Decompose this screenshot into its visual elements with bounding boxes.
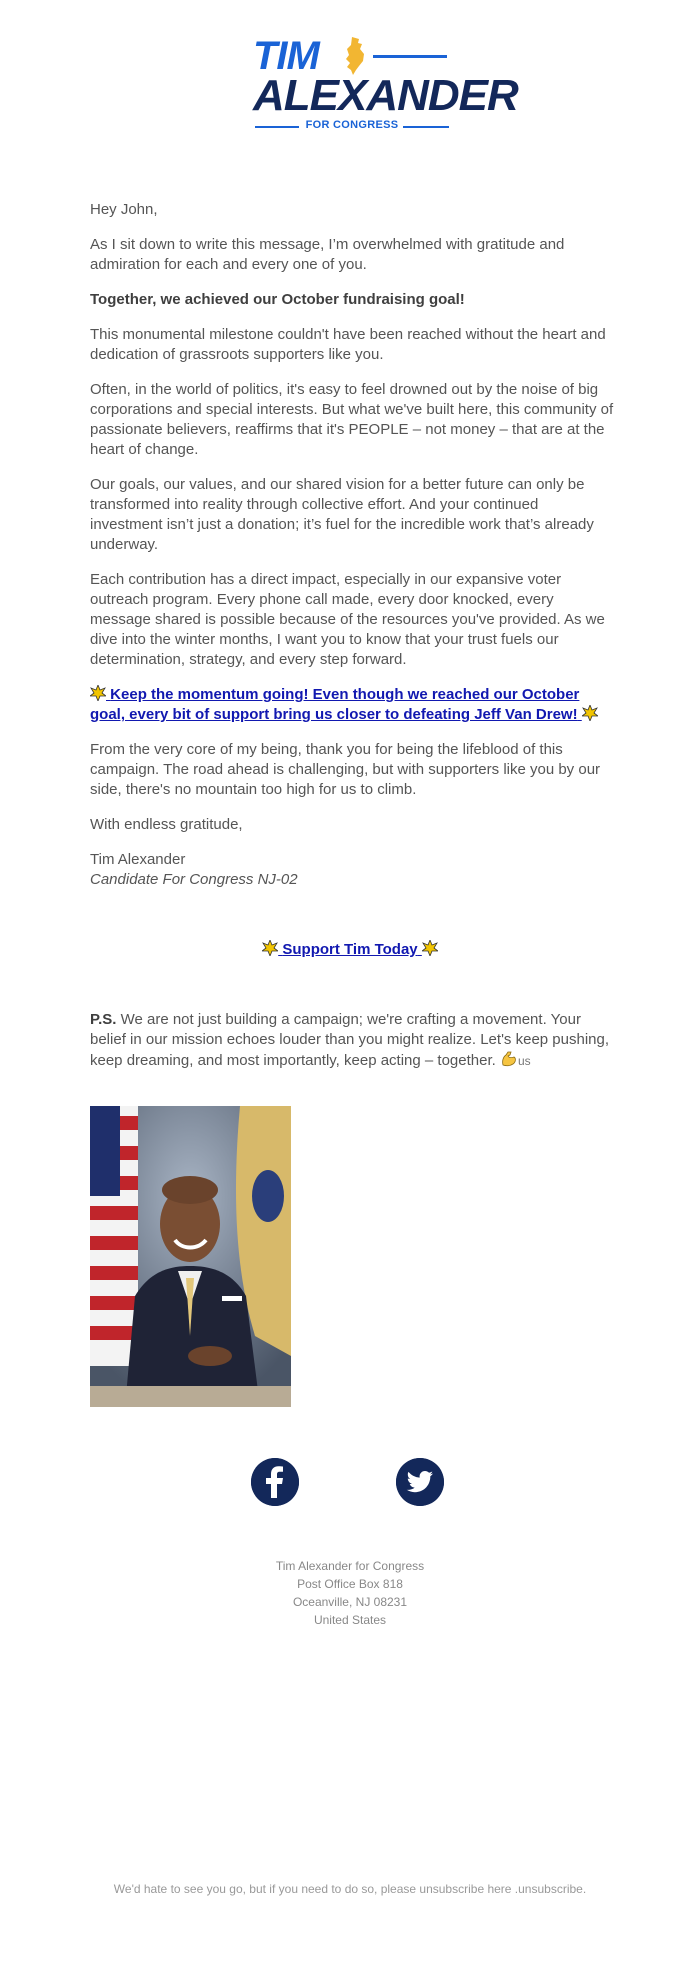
logo-first-name: TIM [253,34,319,78]
signature-name: Tim Alexander [90,851,186,868]
paragraph: From the very core of my being, thank you for being the lifeblood of this campaign. The road ahead is challenging, but with supporters like you by our side, there's no mountain too high for us to climb. [90,741,601,798]
support-row [0,940,700,958]
footer-country: United States [313,1613,387,1627]
twitter-link[interactable] [396,1458,444,1506]
email-body [90,200,614,890]
unsubscribe-link[interactable]: We'd hate to see you go, but if you need to do so, please unsubscribe here .unsubscribe. [113,1882,587,1896]
logo-tagline: FOR CONGRESS [305,119,399,131]
paragraph: Our goals, our values, and our shared vision for a better future can only be transformed into reality through collective effort. And your continued investment isn’t just a donation; it’s fuel for the incredible work that’s already underway. [90,476,594,553]
greeting: Hey John, [90,201,158,218]
logo-rule [403,126,449,128]
paragraph: This monumental milestone couldn't have been reached without the heart and dedication of grassroots supporters like you. [90,326,606,363]
unsubscribe-row [0,1882,700,1896]
facebook-icon [251,1458,299,1506]
cta-text: Keep the momentum going! Even though we reached our October goal, every bit of support bring us closer to defeating Jeff Van Drew! [90,686,580,723]
burst-icon [262,940,278,956]
footer-address [0,1557,700,1629]
logo-last-name: ALEXANDER [253,71,518,120]
signature [90,850,614,890]
footer-address-line: Oceanville, NJ 08231 [292,1595,408,1609]
ps-text: We are not just building a campaign; we're crafting a movement. Your belief in our mission echoes louder than you might realize. Let's keep pushing, keep dreaming, and most importantly, keep acting – together. [90,1011,610,1069]
burst-icon [90,685,106,701]
paragraph: As I sit down to write this message, I’m overwhelmed with gratitude and admiration for each and every one of you. [90,236,565,273]
twitter-icon [396,1458,444,1506]
ps-label: P.S. [90,1011,117,1028]
logo-tagline-row [253,118,449,134]
footer-address-line: Post Office Box 818 [297,1577,403,1591]
postscript [90,1010,614,1071]
new-jersey-icon [345,37,365,75]
support-tim-link[interactable] [262,941,438,958]
flexed-biceps-icon [500,1050,518,1068]
campaign-logo [253,34,518,136]
logo-rule [373,55,447,58]
footer-org: Tim Alexander for Congress [275,1559,425,1573]
burst-icon [582,705,598,721]
signature-title: Candidate For Congress NJ-02 [90,871,298,888]
paragraph: Often, in the world of politics, it's easy to feel drowned out by the noise of big corporations and special interests. But what we've built here, this community of passionate believers, reaffirms that it's PEOPLE – not money – that are at the heart of change. [90,381,614,458]
candidate-portrait [90,1106,291,1407]
burst-icon [422,940,438,956]
headline-paragraph: Together, we achieved our October fundraising goal! [90,291,465,308]
paragraph: Each contribution has a direct impact, especially in our expansive voter outreach program. Every phone call made, every door knocked, every message shared is possible because of the resources you've provided. As we dive into the winter months, I want you to know that your trust fuels our determination, strategy, and every step forward. [90,571,605,668]
candidate-photo [90,1106,291,1407]
facebook-link[interactable] [251,1458,299,1506]
closing: With endless gratitude, [90,816,243,833]
ps-suffix: us [517,1054,531,1068]
donate-cta-link[interactable] [90,686,598,723]
support-link-text: Support Tim Today [282,941,418,958]
logo-rule [255,126,299,128]
cta-paragraph [90,685,614,725]
